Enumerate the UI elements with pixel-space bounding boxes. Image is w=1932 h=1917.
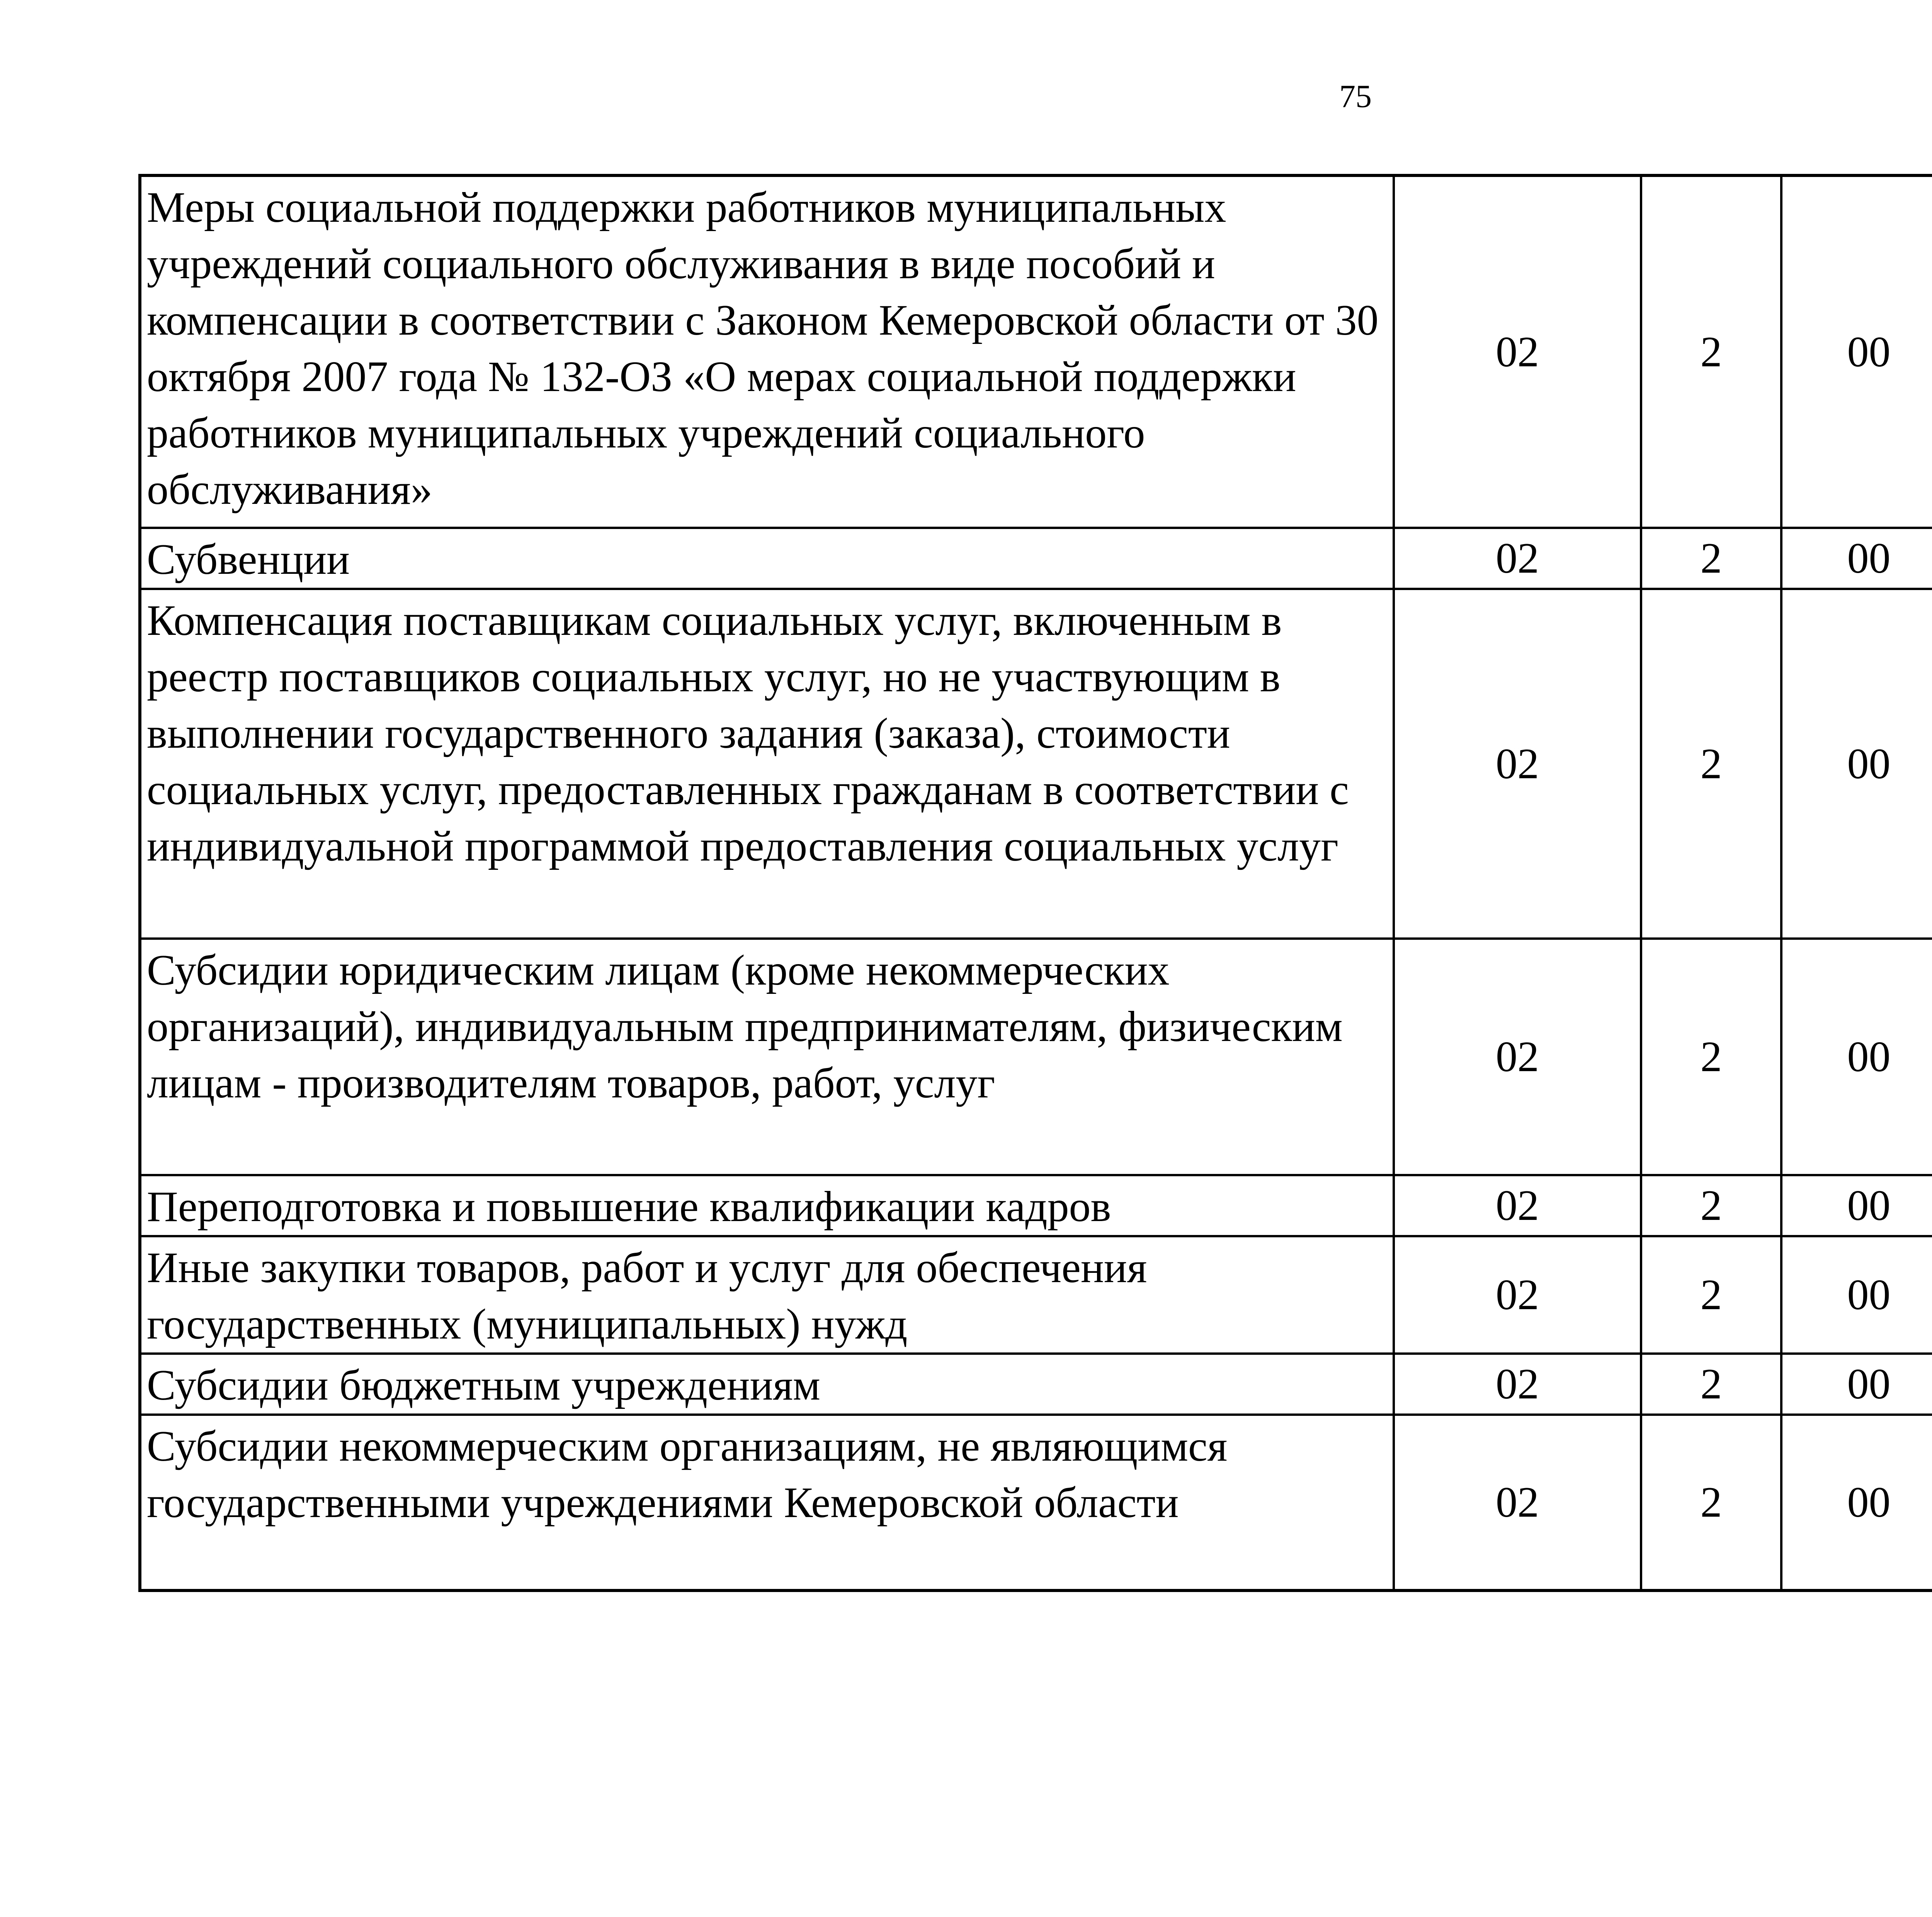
page-number: 75 <box>1339 78 1372 114</box>
code-cell: 00 <box>1781 1236 1932 1354</box>
table-row <box>140 1354 1932 1415</box>
table-row <box>140 939 1932 1175</box>
code-cell: 02 <box>1394 1236 1641 1354</box>
code-cell: 00 <box>1781 939 1932 1175</box>
code-cell: 2 <box>1641 939 1781 1175</box>
table-row <box>140 1175 1932 1236</box>
code-cell: 2 <box>1641 1175 1781 1236</box>
code-cell: 00 <box>1781 528 1932 589</box>
table-row <box>140 1415 1932 1590</box>
code-cell: 02 <box>1394 939 1641 1175</box>
table-row <box>140 1236 1932 1354</box>
code-cell: 02 <box>1394 589 1641 939</box>
table-row <box>140 589 1932 939</box>
row-name: Субсидии бюджетным учреждениям <box>140 1354 1394 1415</box>
row-name: Субсидии некоммерческим организациям, не являющимся государственными учреждениями Кемеровской области <box>140 1415 1394 1590</box>
row-name: Субвенции <box>140 528 1394 589</box>
code-cell: 02 <box>1394 1415 1641 1590</box>
table-row <box>140 528 1932 589</box>
row-name: Субсидии юридическим лицам (кроме некоммерческих организаций), индивидуальным предпринимателям, физическим лицам - производителям товаров, работ, услуг <box>140 939 1394 1175</box>
code-cell: 00 <box>1781 1175 1932 1236</box>
row-name: Переподготовка и повышение квалификации кадров <box>140 1175 1394 1236</box>
code-cell: 2 <box>1641 1415 1781 1590</box>
budget-table <box>138 174 1932 1592</box>
code-cell: 00 <box>1781 589 1932 939</box>
row-name: Иные закупки товаров, работ и услуг для обеспечения государственных (муниципальных) нужд <box>140 1236 1394 1354</box>
code-cell: 02 <box>1394 175 1641 528</box>
code-cell: 2 <box>1641 528 1781 589</box>
code-cell: 00 <box>1781 175 1932 528</box>
row-name: Меры социальной поддержки работников муниципальных учреждений социального обслуживания в виде пособий и компенсации в соответствии с Законом Кемеровской области от 30 октября 2007 года № 132-ОЗ «О мерах социальной поддержки работников муниципальных учреждений социального обслуживания» <box>140 175 1394 528</box>
code-cell: 00 <box>1781 1415 1932 1590</box>
code-cell: 2 <box>1641 1236 1781 1354</box>
code-cell: 00 <box>1781 1354 1932 1415</box>
code-cell: 02 <box>1394 1175 1641 1236</box>
code-cell: 02 <box>1394 1354 1641 1415</box>
code-cell: 2 <box>1641 175 1781 528</box>
code-cell: 2 <box>1641 1354 1781 1415</box>
row-name: Компенсация поставщикам социальных услуг, включенным в реестр поставщиков социальных услуг, но не участвующим в выполнении государственного задания (заказа), стоимости социальных услуг, предоставленных гражданам в соответствии с индивидуальной программой предоставления социальных услуг <box>140 589 1394 939</box>
code-cell: 2 <box>1641 589 1781 939</box>
table-row <box>140 175 1932 528</box>
code-cell: 02 <box>1394 528 1641 589</box>
